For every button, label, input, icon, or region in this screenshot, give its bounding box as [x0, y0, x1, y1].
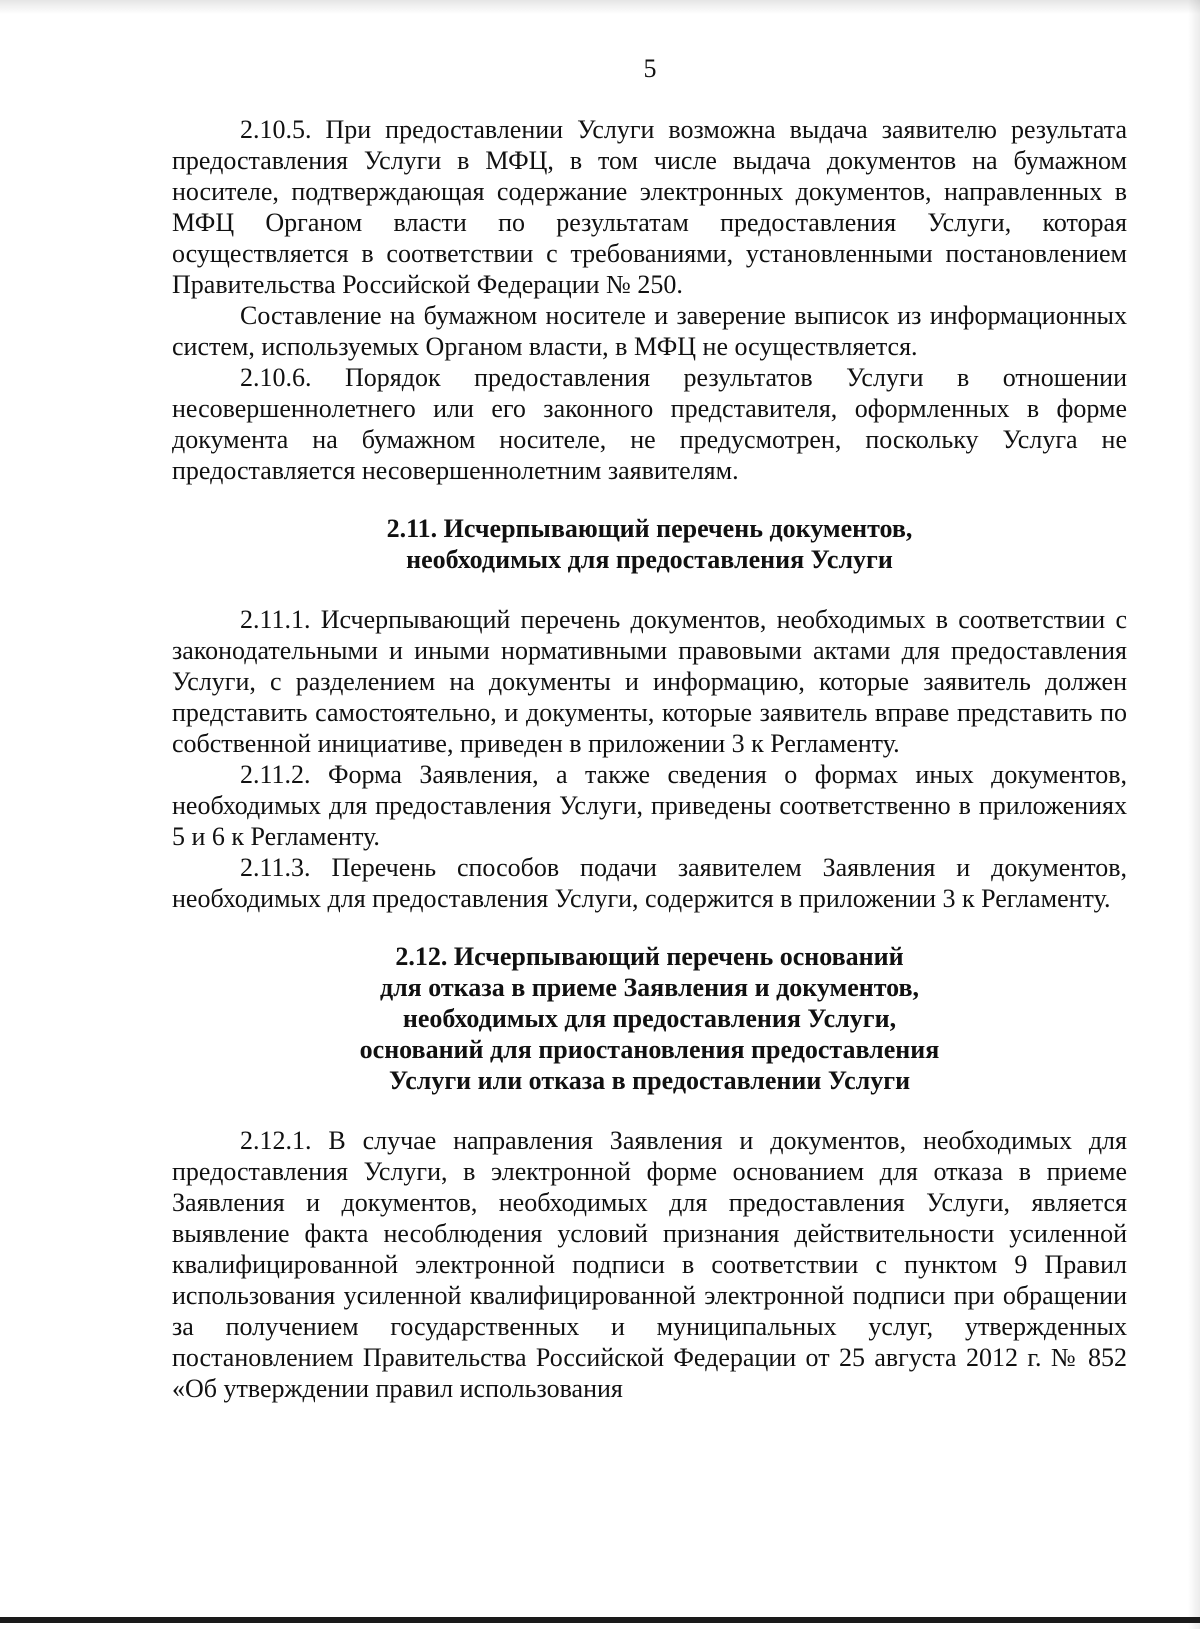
- section-heading-line: необходимых для предоставления Услуги,: [402, 1004, 897, 1033]
- section-heading-line: необходимых для предоставления Услуги: [406, 545, 893, 574]
- scan-edge-top: [0, 0, 1200, 14]
- paragraph-2-10-5: 2.10.5. При предоставлении Услуги возможна выдача заявителю результата предоставления Услуги в МФЦ, в том числе выдача документов на бумажном носителе, подтверждающая содержание электронных документов, направленных в МФЦ Органом власти по результатам предоставления Услуги, которая осуществляется в соответствии с требованиями, установленными постановлением Правительства Российской Федерации № 250.: [172, 115, 1127, 299]
- section-heading-line: Услуги или отказа в предоставлении Услуги: [388, 1066, 911, 1095]
- paragraph-2-11-2: 2.11.2. Форма Заявления, а также сведения о формах иных документов, необходимых для предоставления Услуги, приведены соответственно в приложениях 5 и 6 к Регламенту.: [172, 760, 1127, 851]
- section-heading-line: 2.12. Исчерпывающий перечень оснований: [395, 942, 904, 971]
- paragraph-2-10-6: 2.10.6. Порядок предоставления результатов Услуги в отношении несовершеннолетнего или его законного представителя, оформленных в форме документа на бумажном носителе, не предусмотрен, поскольку Услуга не предоставляется несовершеннолетним заявителям.: [172, 363, 1127, 485]
- paragraph-2-11-3: 2.11.3. Перечень способов подачи заявителем Заявления и документов, необходимых для предоставления Услуги, содержится в приложении 3 к Регламенту.: [172, 853, 1127, 913]
- paragraph-sostavlenie: Составление на бумажном носителе и заверение выписок из информационных систем, используемых Органом власти, в МФЦ не осуществляется.: [172, 301, 1127, 361]
- section-heading-line: оснований для приостановления предоставления: [359, 1035, 940, 1064]
- section-heading-line: для отказа в приеме Заявления и документов,: [379, 973, 920, 1002]
- section-heading-2-11: [172, 513, 1127, 575]
- paragraph-2-11-1: 2.11.1. Исчерпывающий перечень документов, необходимых в соответствии с законодательными и иными нормативными правовыми актами для предоставления Услуги, с разделением на документы и информацию, которые заявитель должен представить самостоятельно, и документы, которые заявитель вправе представить по собственной инициативе, приведен в приложении 3 к Регламенту.: [172, 605, 1127, 758]
- paragraph-2-12-1: 2.12.1. В случае направления Заявления и документов, необходимых для предоставления Услуги, в электронной форме основанием для отказа в приеме Заявления и документов, необходимых для предоставления Услуги, является выявление факта несоблюдения условий признания действительности усиленной квалифицированной электронной подписи в соответствии с пунктом 9 Правил использования усиленной квалифицированной электронной подписи при обращении за получением государственных и муниципальных услуг, утвержденных постановлением Правительства Российской Федерации от 25 августа 2012 г. № 852 «Об утверждении правил использования: [172, 1126, 1127, 1403]
- page-number: 5: [643, 54, 657, 83]
- document-body: [172, 114, 1127, 1404]
- section-heading-2-12: [172, 941, 1127, 1096]
- scan-edge-right: [1188, 0, 1200, 1629]
- scan-edge-bottom: [0, 1617, 1200, 1623]
- section-heading-line: 2.11. Исчерпывающий перечень документов,: [386, 514, 913, 543]
